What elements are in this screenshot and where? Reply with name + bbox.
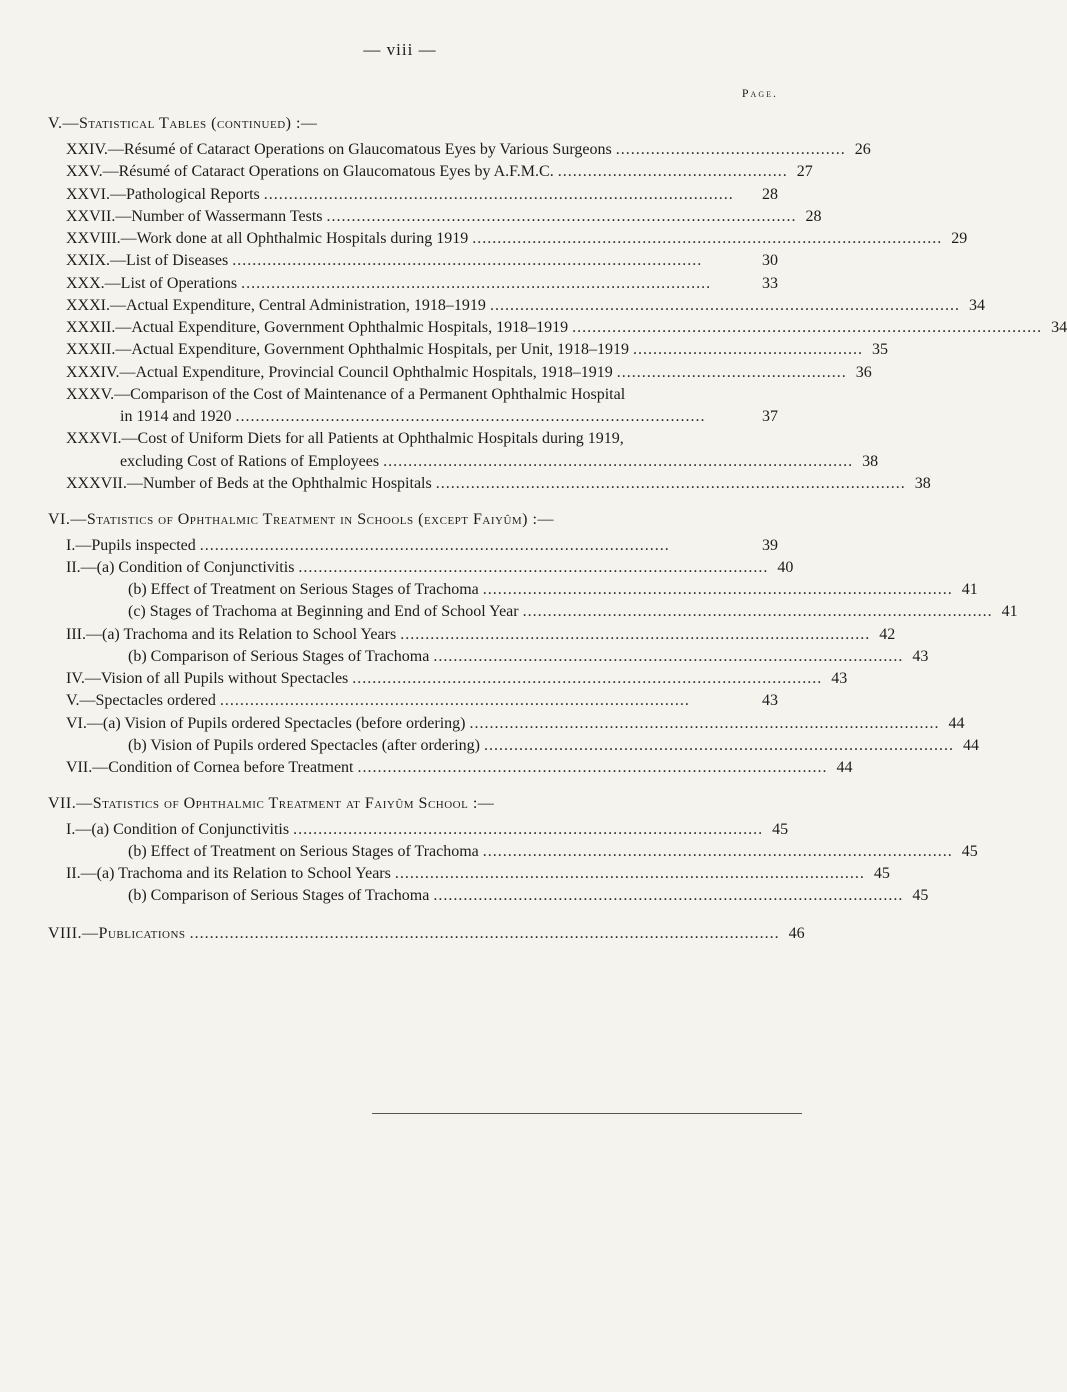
page-number: 44	[836, 759, 853, 776]
page-number: 28	[762, 186, 778, 203]
page-number: 45	[772, 821, 789, 838]
entry-title: XXIX.—List of Diseases	[66, 252, 229, 269]
toc-entry	[0, 318, 1067, 338]
page-number: 36	[855, 364, 872, 381]
toc-entry	[0, 886, 929, 906]
page-number: 38	[914, 475, 931, 492]
dot-leader: ..............................................................................................	[400, 626, 871, 643]
page-number: 40	[777, 559, 794, 576]
toc-entry	[0, 251, 778, 271]
entry-title: (b) Effect of Treatment on Serious Stages of Trachoma	[128, 843, 479, 860]
page-number: 43	[912, 648, 929, 665]
dot-leader: ..............................................	[615, 141, 846, 158]
toc-entry	[0, 842, 978, 862]
page-folio: — viii —	[363, 40, 437, 59]
dot-leader: ..............................................................................................	[489, 297, 960, 314]
entry-title: XXX.—List of Operations	[66, 275, 238, 292]
page-number: 33	[762, 275, 778, 292]
page-number: 41	[1001, 603, 1018, 620]
dot-leader: ..............................................................................................	[293, 821, 764, 838]
entry-title: XXXII.—Actual Expenditure, Government Ophthalmic Hospitals, per Unit, 1918–1919	[66, 341, 629, 358]
page-number: 41	[961, 581, 978, 598]
entry-title: VI.—(a) Vision of Pupils ordered Spectacles (before ordering)	[66, 715, 466, 732]
page-number: 43	[762, 692, 778, 709]
page-number: 42	[879, 626, 896, 643]
page-number: 26	[854, 141, 871, 158]
page-number: 38	[862, 453, 879, 470]
dot-leader: ..............................................................................................	[572, 319, 1043, 336]
section-heading-entry	[0, 924, 805, 944]
toc-entry	[0, 363, 872, 383]
section-heading	[48, 795, 494, 813]
entry-title: (b) Vision of Pupils ordered Spectacles (after ordering)	[128, 737, 480, 754]
toc-entry	[0, 558, 794, 578]
toc-entry	[0, 207, 822, 227]
entry-title: III.—(a) Trachoma and its Relation to School Years	[66, 626, 397, 643]
entry-title: XXXII.—Actual Expenditure, Government Ophthalmic Hospitals, 1918–1919	[66, 319, 569, 336]
dot-leader: ..............................................................................................	[298, 559, 769, 576]
dot-leader: ..............................................................................................	[241, 275, 712, 292]
entry-title: VIII.—Publications	[48, 925, 186, 942]
page-number: 46	[788, 925, 805, 942]
page-number: 35	[872, 341, 888, 358]
page-number: 44	[948, 715, 965, 732]
section-heading	[48, 511, 554, 529]
page-number: 30	[762, 252, 778, 269]
entry-title: in 1914 and 1920	[120, 408, 232, 425]
page-number: 39	[762, 537, 778, 554]
toc-entry	[0, 340, 888, 360]
dot-leader: ..............................................................................................	[263, 186, 734, 203]
toc-entry	[0, 691, 778, 711]
toc-entry	[0, 185, 778, 205]
dot-leader: ..............................................................................................	[433, 648, 904, 665]
dot-leader: ..............................................	[616, 364, 847, 381]
entry-title: XXXIV.—Actual Expenditure, Provincial Council Ophthalmic Hospitals, 1918–1919	[66, 364, 613, 381]
page-number: 27	[796, 163, 813, 180]
entry-title: VI.—Statistics of Ophthalmic Treatment in Schools (except Faiyûm) :—	[48, 511, 554, 528]
page-number: 45	[961, 843, 978, 860]
dot-leader: ..............................................................................................	[232, 252, 703, 269]
page-number: 34	[1051, 319, 1067, 336]
toc-entry	[0, 296, 985, 316]
entry-title: XXIV.—Résumé of Cataract Operations on Glaucomatous Eyes by Various Surgeons	[66, 141, 612, 158]
page-number: 43	[831, 670, 848, 687]
page-number: 28	[805, 208, 822, 225]
toc-entry	[0, 864, 890, 884]
page-column-label: Page.	[741, 86, 778, 100]
toc-entry	[0, 429, 778, 449]
toc-entry	[0, 229, 968, 249]
page-number: 45	[912, 887, 929, 904]
dot-leader: ..............................................	[633, 341, 863, 358]
dot-leader: ..............................................................................................	[326, 208, 797, 225]
entry-title: XXV.—Résumé of Cataract Operations on Glaucomatous Eyes by A.F.M.C.	[66, 163, 554, 180]
entry-title: VII.—Statistics of Ophthalmic Treatment at Faiyûm School :—	[48, 795, 495, 812]
entry-title: XXVI.—Pathological Reports	[66, 186, 260, 203]
dot-leader: ..............................................................................................	[219, 692, 690, 709]
dot-leader: ..............................................................................................	[357, 759, 828, 776]
toc-entry	[0, 536, 778, 556]
toc-entry	[0, 580, 978, 600]
entry-title: (b) Comparison of Serious Stages of Trachoma	[128, 648, 430, 665]
toc-entry	[0, 625, 896, 645]
page-number: 37	[762, 408, 778, 425]
toc-entry	[0, 602, 1018, 622]
toc-entry	[0, 714, 965, 734]
toc-entry	[0, 274, 778, 294]
dot-leader: ..............................................................................................	[199, 537, 670, 554]
dot-leader: ..............................................................................................	[482, 843, 953, 860]
toc-entry-continuation	[0, 452, 879, 472]
entry-title: II.—(a) Trachoma and its Relation to School Years	[66, 865, 391, 882]
section-heading	[48, 115, 317, 133]
page-number: 44	[962, 737, 979, 754]
entry-title: II.—(a) Condition of Conjunctivitis	[66, 559, 295, 576]
dot-leader: ......................................................................................................................	[189, 925, 780, 942]
entry-title: I.—Pupils inspected	[66, 537, 196, 554]
toc-entry	[0, 162, 813, 182]
entry-title: (b) Effect of Treatment on Serious Stages of Trachoma	[128, 581, 479, 598]
toc-entry	[0, 474, 931, 494]
entry-title: XXVII.—Number of Wassermann Tests	[66, 208, 323, 225]
dot-leader: ..............................................................................................	[522, 603, 993, 620]
entry-title: (c) Stages of Trachoma at Beginning and End of School Year	[128, 603, 519, 620]
entry-title: XXVIII.—Work done at all Ophthalmic Hospitals during 1919	[66, 230, 469, 247]
entry-title: (b) Comparison of Serious Stages of Trachoma	[128, 887, 430, 904]
toc-entry	[0, 736, 979, 756]
page-number: 29	[951, 230, 968, 247]
page-number: 34	[968, 297, 985, 314]
divider	[372, 1113, 802, 1114]
entry-title: V.—Statistical Tables (continued) :—	[48, 115, 318, 132]
dot-leader: ..............................................................................................	[469, 715, 940, 732]
toc-entry	[0, 385, 778, 405]
dot-leader: ..............................................................................................	[235, 408, 706, 425]
dot-leader: ..............................................................................................	[472, 230, 943, 247]
entry-title: IV.—Vision of all Pupils without Spectacles	[66, 670, 349, 687]
toc-entry	[0, 820, 789, 840]
dot-leader: ..............................................................................................	[394, 865, 865, 882]
dot-leader: ..............................................................................................	[482, 581, 953, 598]
dot-leader: ..............................................................................................	[433, 887, 904, 904]
dot-leader: ..............................................................................................	[435, 475, 906, 492]
entry-title: I.—(a) Condition of Conjunctivitis	[66, 821, 290, 838]
dot-leader: ..............................................................................................	[483, 737, 954, 754]
toc-entry	[0, 647, 929, 667]
toc-entry	[0, 758, 853, 778]
dot-leader: ..............................................................................................	[352, 670, 823, 687]
dot-leader: ..............................................................................................	[383, 453, 854, 470]
entry-title: XXXV.—Comparison of the Cost of Maintenance of a Permanent Ophthalmic Hospital	[66, 386, 626, 403]
page-number: 45	[873, 865, 890, 882]
entry-title: XXXVI.—Cost of Uniform Diets for all Patients at Ophthalmic Hospitals during 1919,	[66, 430, 624, 447]
toc-entry	[0, 140, 871, 160]
entry-title: XXXVII.—Number of Beds at the Ophthalmic Hospitals	[66, 475, 432, 492]
entry-title: XXXI.—Actual Expenditure, Central Administration, 1918–1919	[66, 297, 486, 314]
entry-title: excluding Cost of Rations of Employees	[120, 453, 380, 470]
dot-leader: ..............................................	[557, 163, 788, 180]
entry-title: V.—Spectacles ordered	[66, 692, 216, 709]
toc-entry	[0, 669, 848, 689]
toc-entry-continuation	[0, 407, 778, 427]
entry-title: VII.—Condition of Cornea before Treatment	[66, 759, 354, 776]
